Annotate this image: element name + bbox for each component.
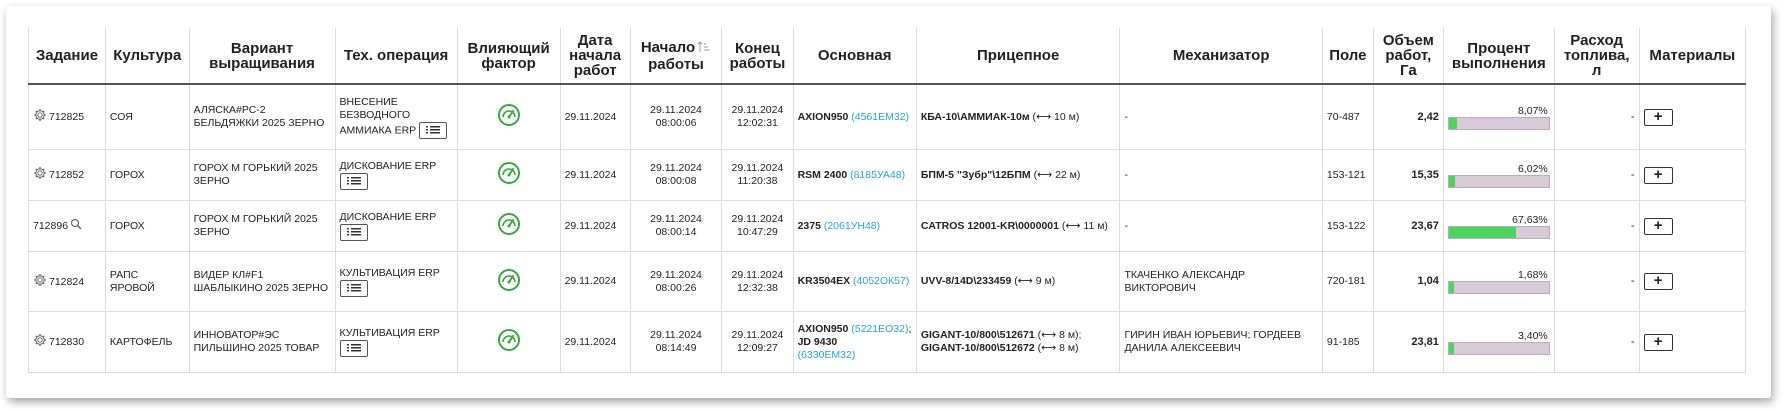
width-arrow-icon: ⟷	[1017, 275, 1033, 287]
table-row[interactable]	[29, 150, 1746, 201]
start-date-cell: 29.11.2024	[560, 252, 630, 312]
materials-cell	[1639, 312, 1745, 373]
progress-fill	[1449, 176, 1455, 187]
progress-bar	[1448, 342, 1550, 355]
gear-icon[interactable]	[33, 166, 47, 184]
materials-cell	[1639, 84, 1745, 150]
width-arrow-icon: ⟷	[1041, 329, 1057, 341]
crop-cell: РАПС ЯРОВОЙ	[105, 252, 189, 312]
main-plate-link[interactable]: (5221ЕО32)	[851, 322, 909, 335]
start-date-cell: 29.11.2024	[560, 312, 630, 373]
main-cell: RSM 2400 (8185УА48)	[793, 150, 916, 201]
factor-cell[interactable]	[457, 252, 560, 312]
progress-fill	[1449, 282, 1454, 293]
crop-cell: КАРТОФЕЛЬ	[105, 312, 189, 373]
factor-cell[interactable]	[457, 84, 560, 150]
start-date-cell: 29.11.2024	[560, 150, 630, 201]
main-cell: KR3504EX (4052ОК57)	[793, 252, 916, 312]
task-cell[interactable]	[29, 252, 106, 312]
trailer-cell: CATROS 12001-KR\0000001 (⟷ 11 м)	[916, 201, 1120, 252]
start-cell: 29.11.2024 08:14:49	[630, 312, 722, 373]
gear-icon[interactable]	[33, 333, 47, 351]
variant-cell: ИННОВАТОР#ЭС ПИЛЬШИНО 2025 ТОВАР	[189, 312, 335, 373]
progress-bar	[1448, 281, 1550, 294]
factor-cell[interactable]	[457, 312, 560, 373]
trailer-cell: КБА-10\АММИАК-10м (⟷ 10 м)	[916, 84, 1120, 150]
main2-plate-link[interactable]: (6330ЕМ32)	[797, 348, 856, 361]
col-header-volume[interactable]: Объем работ, Га	[1373, 28, 1443, 84]
main-plate-link[interactable]: (2061УН48)	[823, 219, 881, 232]
task-id: 712896	[33, 219, 69, 232]
operator-cell: -	[1120, 201, 1322, 252]
end-cell: 29.11.2024 12:32:38	[722, 252, 793, 312]
col-header-variant[interactable]: Вариант выращивания	[189, 28, 335, 84]
factor-cell[interactable]	[457, 150, 560, 201]
col-header-fuel[interactable]: Расход топлива, л	[1554, 28, 1639, 84]
variant-cell: ВИДЕР КЛ#F1 ШАБЛЫКИНО 2025 ЗЕРНО	[189, 252, 335, 312]
fuel-cell: -	[1554, 201, 1639, 252]
progress-fill	[1449, 118, 1457, 129]
col-header-crop[interactable]: Культура	[105, 28, 189, 84]
add-material-button[interactable]: +	[1644, 273, 1673, 290]
task-cell[interactable]	[29, 84, 106, 150]
fuel-cell: -	[1554, 84, 1639, 150]
operation-details-button[interactable]	[340, 340, 368, 357]
width-arrow-icon: ⟷	[1065, 219, 1081, 232]
col-header-factor[interactable]: Влияющий фактор	[457, 28, 560, 84]
col-header-field[interactable]: Поле	[1322, 28, 1373, 84]
field-cell: 720-181	[1322, 252, 1373, 312]
crop-cell: ГОРОХ	[105, 150, 189, 201]
task-cell[interactable]	[29, 201, 106, 252]
operation-details-button[interactable]	[340, 173, 368, 190]
task-id: 712852	[49, 168, 85, 181]
materials-cell	[1639, 252, 1745, 312]
operation-details-button[interactable]	[419, 122, 447, 139]
percent-cell: 6,02%	[1443, 150, 1554, 201]
main-cell: AXION950 (4561ЕМ32)	[793, 84, 916, 150]
trailer-cell: GIGANT-10/800\512671 (⟷ 8 м); GIGANT-10/800\512672 (⟷ 8 м)	[916, 312, 1120, 373]
width-arrow-icon: ⟷	[1041, 342, 1057, 354]
width-arrow-icon: ⟷	[1036, 110, 1052, 123]
table-row[interactable]	[29, 252, 1746, 312]
table-row[interactable]	[29, 201, 1746, 252]
tasks-table	[28, 28, 1746, 373]
width-arrow-icon: ⟷	[1037, 168, 1053, 181]
col-header-start[interactable]: Начало работы	[630, 28, 722, 84]
trailer-cell: UVV-8/14D\233459 (⟷ 9 м)	[916, 252, 1120, 312]
speedometer-icon[interactable]	[497, 176, 521, 188]
start-date-cell: 29.11.2024	[560, 84, 630, 150]
operation-cell: КУЛЬТИВАЦИЯ ERP	[335, 252, 457, 312]
task-id: 712830	[49, 335, 85, 348]
table-row[interactable]	[29, 84, 1746, 150]
operation-details-button[interactable]	[340, 224, 368, 241]
task-cell[interactable]	[29, 150, 106, 201]
operation-cell: ВНЕСЕНИЕ БЕЗВОДНОГО АММИАКА ERP	[335, 84, 457, 150]
percent-cell: 8,07%	[1443, 84, 1554, 150]
speedometer-icon[interactable]	[497, 227, 521, 239]
operator-cell: -	[1120, 150, 1322, 201]
col-header-operator[interactable]: Механизатор	[1120, 28, 1322, 84]
main-cell: AXION950 (5221ЕО32); JD 9430 (6330ЕМ32)	[793, 312, 916, 373]
variant-cell: ГОРОХ М ГОРЬКИЙ 2025 ЗЕРНО	[189, 150, 335, 201]
variant-cell: ГОРОХ М ГОРЬКИЙ 2025 ЗЕРНО	[189, 201, 335, 252]
end-cell: 29.11.2024 12:02:31	[722, 84, 793, 150]
progress-fill	[1449, 343, 1454, 354]
add-material-button[interactable]: +	[1644, 218, 1673, 235]
main-cell: 2375 (2061УН48)	[793, 201, 916, 252]
operation-cell: ДИСКОВАНИЕ ERP	[335, 201, 457, 252]
fuel-cell: -	[1554, 312, 1639, 373]
search-icon[interactable]	[70, 218, 82, 234]
operator-cell: -	[1120, 84, 1322, 150]
variant-cell: АЛЯСКА#РС-2 БЕЛЬДЯЖКИ 2025 ЗЕРНО	[189, 84, 335, 150]
materials-cell	[1639, 150, 1745, 201]
progress-bar	[1448, 226, 1550, 239]
col-header-end[interactable]: Конец работы	[722, 28, 793, 84]
volume-cell: 2,42	[1373, 84, 1443, 150]
task-cell[interactable]	[29, 312, 106, 373]
factor-cell[interactable]	[457, 201, 560, 252]
add-material-button[interactable]: +	[1644, 167, 1673, 184]
materials-cell	[1639, 201, 1745, 252]
progress-fill	[1449, 227, 1517, 238]
start-cell: 29.11.2024 08:00:14	[630, 201, 722, 252]
col-header-percent[interactable]: Процент выполнения	[1443, 28, 1554, 84]
volume-cell: 15,35	[1373, 150, 1443, 201]
fuel-cell: -	[1554, 150, 1639, 201]
start-cell: 29.11.2024 08:00:08	[630, 150, 722, 201]
speedometer-icon[interactable]	[497, 343, 521, 355]
field-cell: 91-185	[1322, 312, 1373, 373]
sort-asc-icon[interactable]	[697, 40, 711, 57]
col-header-trailer[interactable]: Прицепное	[916, 28, 1120, 84]
end-cell: 29.11.2024 11:20:38	[722, 150, 793, 201]
main-plate-link[interactable]: (4561ЕМ32)	[851, 110, 910, 123]
col-header-operation[interactable]: Тех. операция	[335, 28, 457, 84]
col-header-materials[interactable]: Материалы	[1639, 28, 1745, 84]
add-material-button[interactable]: +	[1644, 334, 1673, 351]
add-material-button[interactable]: +	[1644, 109, 1673, 126]
progress-bar	[1448, 117, 1550, 130]
volume-cell: 23,67	[1373, 201, 1443, 252]
percent-cell: 3,40%	[1443, 312, 1554, 373]
fuel-cell: -	[1554, 252, 1639, 312]
field-cell: 153-121	[1322, 150, 1373, 201]
col-header-main[interactable]: Основная	[793, 28, 916, 84]
crop-cell: ГОРОХ	[105, 201, 189, 252]
operator-cell: ГИРИН ИВАН ЮРЬЕВИЧ; ГОРДЕЕВ ДАНИЛА АЛЕКСЕЕВИЧ	[1120, 312, 1322, 373]
main-plate-link[interactable]: (4052ОК57)	[853, 275, 910, 287]
main-plate-link[interactable]: (8185УА48)	[850, 168, 906, 181]
speedometer-icon[interactable]	[497, 283, 521, 295]
col-header-start-date[interactable]: Дата начала работ	[560, 28, 630, 84]
trailer-cell: БПМ-5 "Зубр"\12БПМ (⟷ 22 м)	[916, 150, 1120, 201]
percent-cell: 67,63%	[1443, 201, 1554, 252]
operation-details-button[interactable]	[340, 280, 368, 297]
field-cell: 70-487	[1322, 84, 1373, 150]
start-date-cell: 29.11.2024	[560, 201, 630, 252]
percent-cell: 1,68%	[1443, 252, 1554, 312]
end-cell: 29.11.2024 10:47:29	[722, 201, 793, 252]
task-id: 712825	[49, 110, 85, 123]
task-id: 712824	[49, 275, 85, 288]
volume-cell: 23,81	[1373, 312, 1443, 373]
gear-icon[interactable]	[33, 108, 47, 126]
start-cell: 29.11.2024 08:00:06	[630, 84, 722, 150]
operator-cell: ТКАЧЕНКО АЛЕКСАНДР ВИКТОРОВИЧ	[1120, 252, 1322, 312]
speedometer-icon[interactable]	[497, 118, 521, 130]
gear-icon[interactable]	[33, 273, 47, 291]
table-header-row	[29, 28, 1746, 84]
crop-cell: СОЯ	[105, 84, 189, 150]
end-cell: 29.11.2024 12:09:27	[722, 312, 793, 373]
start-cell: 29.11.2024 08:00:26	[630, 252, 722, 312]
volume-cell: 1,04	[1373, 252, 1443, 312]
col-header-task[interactable]: Задание	[29, 28, 106, 84]
field-cell: 153-122	[1322, 201, 1373, 252]
table-row[interactable]	[29, 312, 1746, 373]
operation-cell: КУЛЬТИВАЦИЯ ERP	[335, 312, 457, 373]
progress-bar	[1448, 175, 1550, 188]
operation-cell: ДИСКОВАНИЕ ERP	[335, 150, 457, 201]
